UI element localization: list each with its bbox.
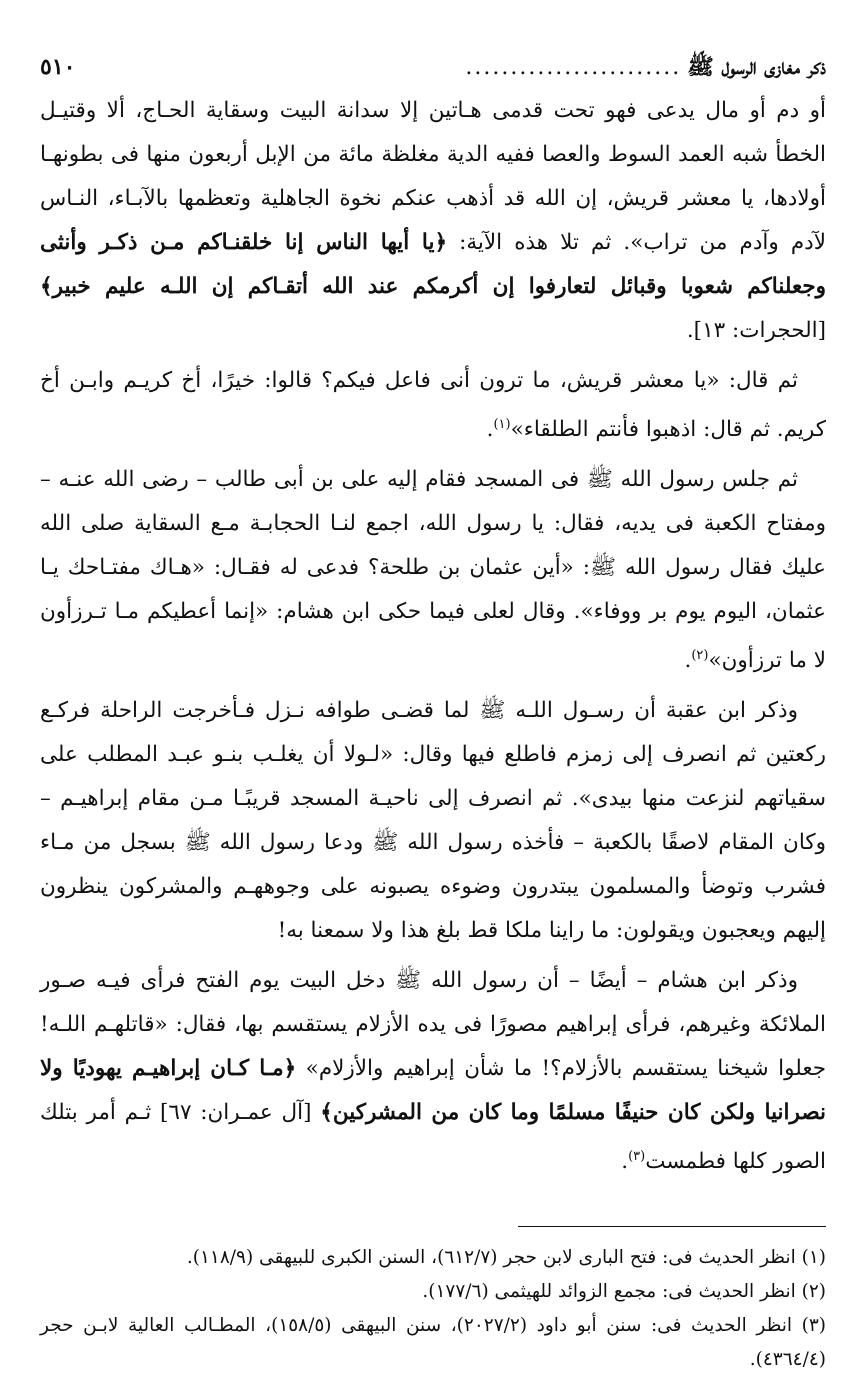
- paragraph-3: [40, 458, 826, 683]
- quran-verse: ﴿مـا كـان إبراهيـم يهوديًا ولا نصرانيا ولكن كان حنيفًا مسلمًا وما كان من المشركين﴾: [40, 1056, 826, 1126]
- quran-verse: ﴿يا أيها الناس إنا خلقنـاكم مـن ذكـر وأنثى وجعلناكم شعوبا وقبائل لتعارفوا إن أكرمكم عند الله أتقـاكم إن اللـه عليم خبير﴾: [40, 230, 826, 299]
- footnote-2: (٢) انظر الحديث فى: مجمع الزوائد للهيثمى (١٧٧/٦).: [422, 1281, 826, 1303]
- paragraph-end: .: [621, 1149, 629, 1175]
- paragraph-text: أو دم أو مال يدعى فهو تحت قدمى هـاتين إلا سدانة البيت وسقاية الحـاج، ألا وقتيـل الخطأ شبه العمد السوط والعصا ففيه الدية مغلظة مائة من الإبل أربعون منها فى بطونهـا أولادها، يا معشر قريش، إن الله قد أذهب عنكم نخوة الجاهلية وتعظمها بالآبـاء، النـاس لآدم وآدم من تراب». ثم تلا هذه الآية:: [40, 98, 826, 255]
- page-number: ٥١٠: [40, 54, 76, 80]
- footnote-1: (١) انظر الحديث فى: فتح البارى لابن حجر (٦١٢/٧)، السنن الكبرى للبيهقى (١١٨/٩).: [186, 1247, 826, 1269]
- footnote-marker: (٣): [628, 1149, 646, 1165]
- paragraph-2: [40, 359, 826, 452]
- paragraph-4: [40, 689, 826, 953]
- paragraph-text: ثم قال: «يا معشر قريش، ما ترون أنى فاعل فيكم؟ قالوا: خيرًا، أخ كريـم وابـن أخ كريم. ثم قال: اذهبوا فأنتم الطلقاء»: [40, 368, 826, 443]
- paragraph-end: .: [486, 417, 494, 443]
- running-header: [40, 52, 826, 83]
- paragraph-5: [40, 959, 826, 1184]
- verse-reference: [الحجرات: ١٣].: [686, 318, 826, 343]
- paragraph-text: وذكر ابن هشام – أيضًا – أن رسول الله ﷺ دخل البيت يوم الفتح فرأى فيـه صـور الملائكة وغيرهم، فرأى إبراهيم مصورًا فى يده الأزلام يستقسم بها، فقال: «قاتلهـم اللـه! جعلوا شيخنا يستقسم بالأزلام؟! ما شأن إبراهيم والأزلام»: [40, 968, 826, 1082]
- header-leader-dots: ........................: [465, 55, 682, 80]
- footnote-separator: [518, 1226, 826, 1227]
- verse-reference: [آل عمـران: ٦٧] ثـم أمر بتلك الصور كلها فطمست: [40, 1100, 826, 1175]
- footnote-marker: (١): [493, 417, 511, 432]
- footnote-3: (٣) انظر الحديث فى: سنن أبو داود (٢٠٢٧/٢)، سنن البيهقى (١٥٨/٥)، المطـالب العالية لابـن حجر (٤٣٦٤/٤).: [40, 1315, 826, 1371]
- paragraph-1: [40, 89, 826, 353]
- footnote-separator-wrap: [40, 1190, 826, 1241]
- paragraph-text: ثم جلس رسول الله ﷺ فى المسجد فقام إليه على بن أبى طالب – رضى الله عنـه – ومفتاح الكعبة فى يديه، فقال: يا رسول الله، اجمع لنـا الحجابـة مـع السقاية صلى الله عليك فقال رسول الله ﷺ: «أين عثمان بن طلحة؟ فدعى له فقـال: «هـاك مفتـاحك يـا عثمان، اليوم يوم بر ووفاء». وقال لعلى فيما حكى ابن هشام: «إنما أعطيكم مـا تـرزأون لا ما ترزأون»: [40, 467, 826, 674]
- paragraph-end: .: [684, 648, 692, 674]
- paragraph-text: وذكر ابن عقبة أن رسـول اللـه ﷺ لما قضـى طوافه نـزل فـأخرجت الراحلة فركـع ركعتين ثم انصرف إلى زمزم فاطلع فيها وقال: «لـولا أن يغلـب بنـو عبـد المطلب على سقياتهم لنزعت منها بيدى». ثم انصرف إلى ناحيـة المسجد قريبًـا مـن مقام إبراهيـم – وكان المقام لاصقًا بالكعبة – فأخذه رسول الله ﷺ ودعا رسول الله ﷺ بسجل من مـاء فشرب وتوضأ والمسلمون يبتدرون وضوءه يصبونه على وجوههـم والمشركون ينظرون إليهم ويعجبون ويقولون: ما راينا ملكا قط بلغ هذا ولا سمعنا به!: [40, 698, 826, 944]
- header-title: ذكر مغازى الرسول ﷺ: [687, 54, 826, 80]
- footnote-marker: (٢): [691, 648, 709, 664]
